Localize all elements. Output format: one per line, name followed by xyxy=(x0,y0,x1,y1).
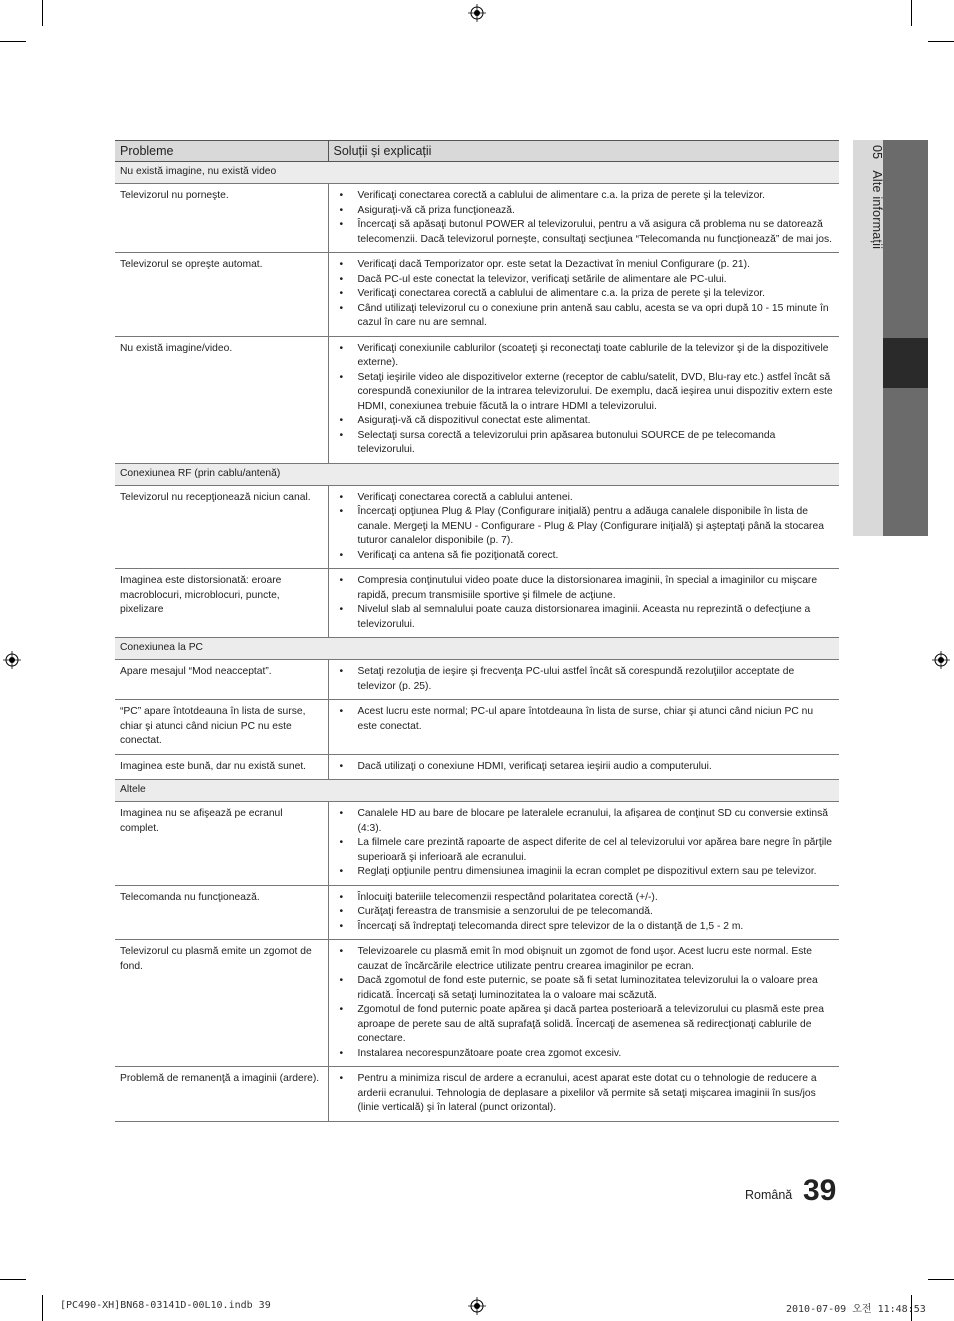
registration-mark-icon xyxy=(468,4,486,22)
table-row xyxy=(115,754,839,780)
page-number: 39 xyxy=(803,1174,837,1207)
solution-item: • La filmele care prezintă rapoarte de aspect diferite de cel al televizorului vor apărea bare negre în părţile superioară şi inferioară ale ecranului. xyxy=(329,836,835,865)
solution-item: • Verificaţi conectarea corectă a cablului antenei. xyxy=(329,491,835,506)
solution-item: • Încercaţi să apăsaţi butonul POWER al televizorului, pentru a vă asigura că problema nu se datorează telecomenzii. Dacă televizorul porneşte, consultaţi secţiunea “Telecomanda nu funcţionează” de mai jos. xyxy=(329,218,835,247)
imprint-date: 2010-07-09 오전 11:48:53 xyxy=(786,1304,926,1315)
table-row xyxy=(115,802,839,886)
problem-cell: Telecomanda nu funcţionează. xyxy=(115,885,328,940)
solution-item: • Curăţaţi fereastra de transmisie a senzorului de pe telecomandă. xyxy=(329,905,835,920)
chapter-number: 05 xyxy=(870,145,884,160)
solution-item: • Setaţi ieşirile video ale dispozitivelor externe (receptor de cablu/satelit, DVD, Blu-ray etc.) astfel încât să corespundă conexiunilor de la intrarea televizorului. De exemplu, dacă ieşirea unui dispozitiv extern este HDMI, conexiunea trebuie făcută la o intrare HDMI a televizorului. xyxy=(329,371,835,415)
section-row xyxy=(115,463,839,485)
crop-mark xyxy=(928,41,954,42)
solution-list xyxy=(329,760,835,775)
table-body xyxy=(115,162,839,1122)
solution-cell xyxy=(328,885,839,940)
solution-item: • Selectaţi sursa corectă a televizorului prin apăsarea butonului SOURCE de pe telecomanda televizorului. xyxy=(329,429,835,458)
section-title: Conexiunea la PC xyxy=(115,638,839,660)
chapter-title: Alte informații xyxy=(870,170,884,250)
solution-item: • Zgomotul de fond puternic poate apărea şi dacă partea posterioară a televizorului cu plasmă este prea aproape de perete sau de altă suprafaţă solidă. Încercaţi de asemenea să redirecţionaţi cablurile de conectare. xyxy=(329,1003,835,1047)
problem-cell: Imaginea este distorsionată: eroare macroblocuri, microblocuri, puncte, pixelizare xyxy=(115,569,328,638)
table-row xyxy=(115,485,839,569)
solution-item: • Canalele HD au bare de blocare pe lateralele ecranului, la afişarea de conţinut SD cu conversie extinsă (4:3). xyxy=(329,807,835,836)
registration-mark-icon xyxy=(932,651,950,669)
solution-cell xyxy=(328,336,839,463)
solution-cell xyxy=(328,253,839,337)
solution-item: • Verificaţi dacă Temporizator opr. este setat la Dezactivat în meniul Configurare (p. 21). xyxy=(329,258,835,273)
section-row xyxy=(115,780,839,802)
chapter-label xyxy=(854,145,884,345)
solution-cell xyxy=(328,802,839,886)
table-row xyxy=(115,885,839,940)
problem-cell: Imaginea este bună, dar nu există sunet. xyxy=(115,754,328,780)
problem-cell: Televizorul se opreşte automat. xyxy=(115,253,328,337)
solution-item: • Dacă zgomotul de fond este puternic, se poate să fi setat luminozitatea televizorului la o valoare prea ridicată. Încercaţi să setaţi luminozitatea la o valoare mai scăzută. xyxy=(329,974,835,1003)
solution-item: • Pentru a minimiza riscul de ardere a ecranului, acest aparat este dotat cu o tehnologie de reducere a arderii ecranului. Tehnologia de deplasare a pixelilor vă permite să setaţi mişcarea imaginii în sus/jos (linie verticală) şi în lateral (punct orizontal). xyxy=(329,1072,835,1116)
table-header-row xyxy=(115,141,839,162)
table-row xyxy=(115,1067,839,1122)
section-title: Conexiunea RF (prin cablu/antenă) xyxy=(115,463,839,485)
registration-mark-icon xyxy=(468,1297,486,1315)
solution-cell xyxy=(328,940,839,1067)
section-title: Altele xyxy=(115,780,839,802)
solution-item: • Acest lucru este normal; PC-ul apare întotdeauna în lista de surse, chiar şi atunci când niciun PC nu este conectat. xyxy=(329,705,835,734)
solution-list xyxy=(329,189,835,247)
crop-mark xyxy=(928,1279,954,1280)
problem-cell: Televizorul cu plasmă emite un zgomot de fond. xyxy=(115,940,328,1067)
problem-cell: Televizorul nu recepţionează niciun canal. xyxy=(115,485,328,569)
section-row xyxy=(115,162,839,184)
chapter-tab-band xyxy=(883,388,928,536)
solution-list xyxy=(329,705,835,734)
crop-mark xyxy=(42,0,43,26)
solution-item: • Dacă utilizaţi o conexiune HDMI, verificaţi setarea ieşirii audio a computerului. xyxy=(329,760,835,775)
solution-item: • Dacă PC-ul este conectat la televizor, verificaţi setările de alimentare ale PC-ului. xyxy=(329,273,835,288)
chapter-tab-marker xyxy=(883,338,928,388)
footer-language: Română xyxy=(745,1188,793,1202)
problem-cell: Imaginea nu se afişează pe ecranul complet. xyxy=(115,802,328,886)
table-row xyxy=(115,569,839,638)
solution-cell xyxy=(328,660,839,700)
solution-item: • Setaţi rezoluţia de ieşire şi frecvenţa PC-ului astfel încât să corespundă rezoluţiilor acceptate de televizor (p. 25). xyxy=(329,665,835,694)
section-row xyxy=(115,638,839,660)
solution-item: • Verificaţi conectarea corectă a cablului de alimentare c.a. la priza de perete şi la televizor. xyxy=(329,287,835,302)
crop-mark xyxy=(42,1295,43,1321)
solution-list xyxy=(329,491,835,564)
solution-list xyxy=(329,574,835,632)
problem-cell: Nu există imagine/video. xyxy=(115,336,328,463)
troubleshooting-table xyxy=(115,140,839,1122)
problem-cell: Apare mesajul “Mod neacceptat”. xyxy=(115,660,328,700)
solution-cell xyxy=(328,700,839,755)
registration-mark-icon xyxy=(3,651,21,669)
solution-item: • Instalarea necorespunzătoare poate crea zgomot excesiv. xyxy=(329,1047,835,1062)
solution-cell xyxy=(328,1067,839,1122)
solution-item: • Compresia conţinutului video poate duce la distorsionarea imaginii, în special a imaginilor cu mişcare rapidă, precum transmisiile sportive şi filmele de acţiune. xyxy=(329,574,835,603)
solution-list xyxy=(329,1072,835,1116)
solution-item: • Înlocuiţi bateriile telecomenzii respectând polaritatea corectă (+/-). xyxy=(329,891,835,906)
crop-mark xyxy=(0,41,26,42)
solution-cell xyxy=(328,569,839,638)
solution-item: • Încercaţi opţiunea Plug & Play (Configurare iniţială) pentru a adăuga canalele disponibile în lista de canale. Mergeţi la MENU - Configurare - Plug & Play (Configurare iniţială) şi aşteptaţi până la stocarea tuturor canalelor disponibile (p. 7). xyxy=(329,505,835,549)
solution-item: • Asiguraţi-vă că priza funcţionează. xyxy=(329,204,835,219)
table-row xyxy=(115,253,839,337)
solution-item: • Verificaţi conexiunile cablurilor (scoateţi şi reconectaţi toate cablurile de la televizor şi de la dispozitivele externe). xyxy=(329,342,835,371)
solution-cell xyxy=(328,485,839,569)
problem-cell: “PC” apare întotdeauna în lista de surse, chiar şi atunci când niciun PC nu este conectat. xyxy=(115,700,328,755)
solution-list xyxy=(329,665,835,694)
solution-cell xyxy=(328,184,839,253)
chapter-tab-band xyxy=(883,140,928,338)
table-row xyxy=(115,940,839,1067)
solution-item: • Verificaţi ca antena să fie poziţionată corect. xyxy=(329,549,835,564)
imprint-file: [PC490-XH]BN68-03141D-00L10.indb 39 xyxy=(60,1300,271,1311)
solution-cell xyxy=(328,754,839,780)
solution-item: • Când utilizaţi televizorul cu o conexiune prin antenă sau cablu, acesta se va opri după 10 - 15 minute în cazul în care nu are semnal. xyxy=(329,302,835,331)
table-row xyxy=(115,660,839,700)
solution-item: • Verificaţi conectarea corectă a cablului de alimentare c.a. la priza de perete şi la televizor. xyxy=(329,189,835,204)
solution-list xyxy=(329,945,835,1061)
header-problems: Probleme xyxy=(115,141,328,162)
table-row xyxy=(115,336,839,463)
solution-item: • Încercaţi să îndreptaţi telecomanda direct spre televizor de la o distanţă de 1,5 - 2 m. xyxy=(329,920,835,935)
table-row xyxy=(115,184,839,253)
problem-cell: Televizorul nu porneşte. xyxy=(115,184,328,253)
section-title: Nu există imagine, nu există video xyxy=(115,162,839,184)
solution-list xyxy=(329,891,835,935)
solution-item: • Reglaţi opţiunile pentru dimensiunea imaginii la ecran complet pe dispozitivul extern sau pe televizor. xyxy=(329,865,835,880)
solution-list xyxy=(329,807,835,880)
solution-item: • Televizoarele cu plasmă emit în mod obişnuit un zgomot de fond uşor. Acest lucru este normal. Este cauzat de încărcările electrice utilizate pentru crearea imaginilor pe ecran. xyxy=(329,945,835,974)
crop-mark xyxy=(0,1279,26,1280)
solution-list xyxy=(329,342,835,458)
solution-item: • Nivelul slab al semnalului poate cauza distorsionarea imaginii. Aceasta nu reprezintă o defecţiune a televizorului. xyxy=(329,603,835,632)
crop-mark xyxy=(911,0,912,26)
problem-cell: Problemă de remanenţă a imaginii (ardere). xyxy=(115,1067,328,1122)
solution-list xyxy=(329,258,835,331)
header-solutions: Soluții și explicații xyxy=(328,141,839,162)
solution-item: • Asiguraţi-vă că dispozitivul conectat este alimentat. xyxy=(329,414,835,429)
table-row xyxy=(115,700,839,755)
